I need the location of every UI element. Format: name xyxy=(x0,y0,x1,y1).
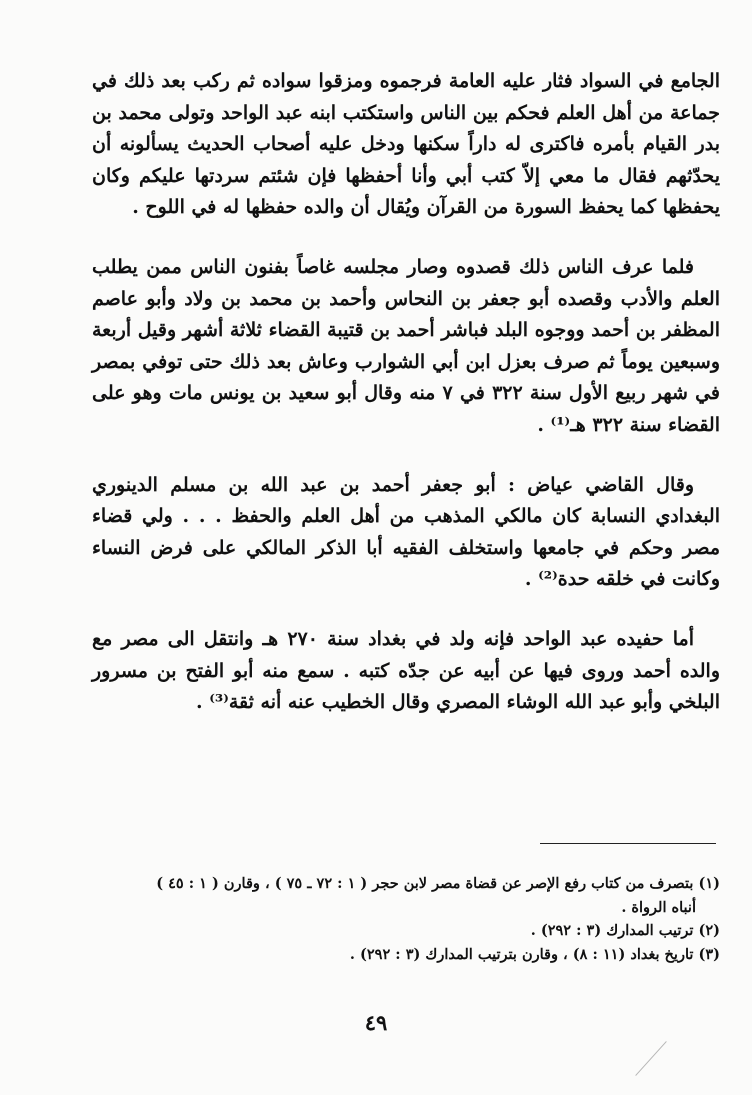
footnote-2: (٢) ترتيب المدارك (٣ : ٢٩٢) . xyxy=(530,922,720,939)
paragraph-gap xyxy=(92,224,720,252)
main-text xyxy=(92,66,720,719)
scan-artifact-line xyxy=(635,1041,667,1076)
paragraph-gap xyxy=(92,596,720,624)
paragraph-1: الجامع في السواد فثار عليه العامة فرجموه ومزقوا سواده ثم ركب بعد ذلك في جماعة من أهل العلم فحكم بين الناس واستكتب ابنه عبد الواحد وتولى محمد بن بدر القيام بأمره فاكترى له داراً سكنها ودخل عليه أصحاب الحديث يسألونه أن يحدّثهم فقال ما معي إلاّ كتب أبي وأنا أحفظها فإن شئتم سردتها عليكم وكان يحفظها كما يحفظ السورة من القرآن ويُقال أن والده حفظها له في اللوح . xyxy=(92,70,720,219)
footnote-3: (٣) تاريخ بغداد (١١ : ٨) ، وقارن بترتيب المدارك (٣ : ٢٩٢) . xyxy=(349,945,720,963)
footnotes xyxy=(100,872,720,966)
paragraph-gap xyxy=(92,442,720,470)
paragraph-3: وقال القاضي عياض : أبو جعفر أحمد بن عبد الله بن مسلم الدينوري البغدادي النسابة كان مالكي المذهب من أهل العلم والحفظ . . . ولي قضاء مصر وحكم في جامعها واستخلف الفقيه أبا الذكر المالكي على فرض النساء وكانت في خلقه حدة⁽²⁾ . xyxy=(92,473,720,591)
paragraph-2: فلما عرف الناس ذلك قصدوه وصار مجلسه غاصاً بفنون الناس ممن يطلب العلم والأدب وقصده أبو جعفر بن النحاس وأحمد بن محمد بن ولاد وأبو عاصم المظفر بن أحمد ووجوه البلد فباشر أحمد بن قتيبة القضاء ثلاثة أشهر وقيل أربعة وسبعين يوماً ثم صرف بعزل ابن أبي الشوارب وعاش بعد ذلك حتى توفي بمصر في شهر ربيع الأول سنة ٣٢٢ في ٧ منه وقال أبو سعيد بن يونس مات وهو على القضاء سنة ٣٢٢ هـ⁽¹⁾ . xyxy=(92,255,720,436)
footnote-1: (١) بتصرف من كتاب رفع الإصر عن قضاة مصر لابن حجر ( ١ : ٧٢ ـ ٧٥ ) ، وقارن ( ١ : ٤٥ ) xyxy=(156,875,720,892)
paragraph-4: أما حفيده عبد الواحد فإنه ولد في بغداد سنة ٢٧٠ هـ وانتقل الى مصر مع والده أحمد وروى فيها عن أبيه عن جدّه كتبه . سمع منه أبو الفتح بن مسرور البلخي وأبو عبد الله الوشاء المصري وقال الخطيب عنه أنه ثقة⁽³⁾ . xyxy=(92,627,720,714)
footnote-1-continuation: أنباه الرواة . xyxy=(621,898,696,916)
footnote-divider xyxy=(540,843,716,844)
page-number: ٤٩ xyxy=(364,1010,388,1035)
